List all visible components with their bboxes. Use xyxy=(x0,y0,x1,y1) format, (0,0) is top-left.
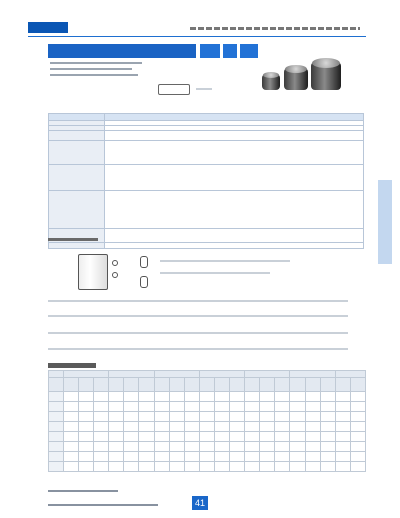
spec-row-value xyxy=(105,141,364,165)
spec-row-item xyxy=(49,243,105,249)
table-row xyxy=(49,452,366,462)
side-index-tab xyxy=(378,180,392,264)
dimension-drawing-terminal xyxy=(112,272,118,278)
table-row xyxy=(49,422,366,432)
dimension-table-line xyxy=(48,348,348,350)
marking-sketch xyxy=(158,84,190,95)
capacitor-photo-medium-top xyxy=(285,65,307,73)
footnote-2 xyxy=(48,504,158,506)
spec-row-item xyxy=(49,131,105,141)
header-cell xyxy=(64,371,109,378)
dimension-drawing-terminal xyxy=(112,260,118,266)
spec-header-performance xyxy=(105,114,364,121)
ratings-table xyxy=(48,370,366,472)
footnote-1 xyxy=(48,490,118,492)
spec-row-value xyxy=(105,243,364,249)
header-title xyxy=(190,27,360,30)
badge-2 xyxy=(223,44,237,58)
dimension-note xyxy=(160,272,270,274)
page-number: 41 xyxy=(192,496,208,510)
table-row xyxy=(49,392,366,402)
header-cell xyxy=(49,371,64,378)
header-cell xyxy=(335,371,365,378)
spec-row-value xyxy=(105,165,364,191)
table-row xyxy=(49,442,366,452)
spec-row-value xyxy=(105,191,364,229)
header-cell xyxy=(245,371,290,378)
feature-line-3 xyxy=(50,74,138,76)
dimension-table-line xyxy=(48,315,348,317)
table-row xyxy=(49,432,366,442)
ratings-heading xyxy=(48,363,96,368)
spec-header-item xyxy=(49,114,105,121)
header-rule xyxy=(28,36,366,37)
header-cell xyxy=(290,371,335,378)
dimension-table-line xyxy=(48,332,348,334)
dimension-table-line xyxy=(48,300,348,302)
specifications-table xyxy=(48,113,364,249)
dimensions-heading xyxy=(48,238,98,241)
badge-1 xyxy=(200,44,220,58)
capacitor-photo-large-top xyxy=(312,58,340,68)
table-row xyxy=(49,412,366,422)
dimension-drawing-side xyxy=(140,276,148,288)
table-row xyxy=(49,462,366,472)
product-banner xyxy=(48,44,196,58)
dimension-drawing-side xyxy=(140,256,148,268)
dimension-note xyxy=(160,260,290,262)
header-cell xyxy=(109,371,154,378)
dimension-drawing-body xyxy=(78,254,108,290)
spec-row-value xyxy=(105,131,364,141)
table-row xyxy=(49,402,366,412)
feature-line-1 xyxy=(50,62,142,64)
marking-sketch-label xyxy=(196,88,212,90)
spec-row-item xyxy=(49,141,105,165)
brand-logo xyxy=(28,22,68,33)
header-cell xyxy=(154,371,199,378)
feature-line-2 xyxy=(50,68,132,70)
spec-row-item xyxy=(49,165,105,191)
badge-3 xyxy=(240,44,258,58)
spec-row-item xyxy=(49,191,105,229)
spec-row-value xyxy=(105,229,364,243)
header-cell xyxy=(199,371,244,378)
ratings-voltage-row xyxy=(49,371,366,378)
capacitor-photo-small-top xyxy=(263,72,279,78)
ratings-subheader-row xyxy=(49,378,366,392)
